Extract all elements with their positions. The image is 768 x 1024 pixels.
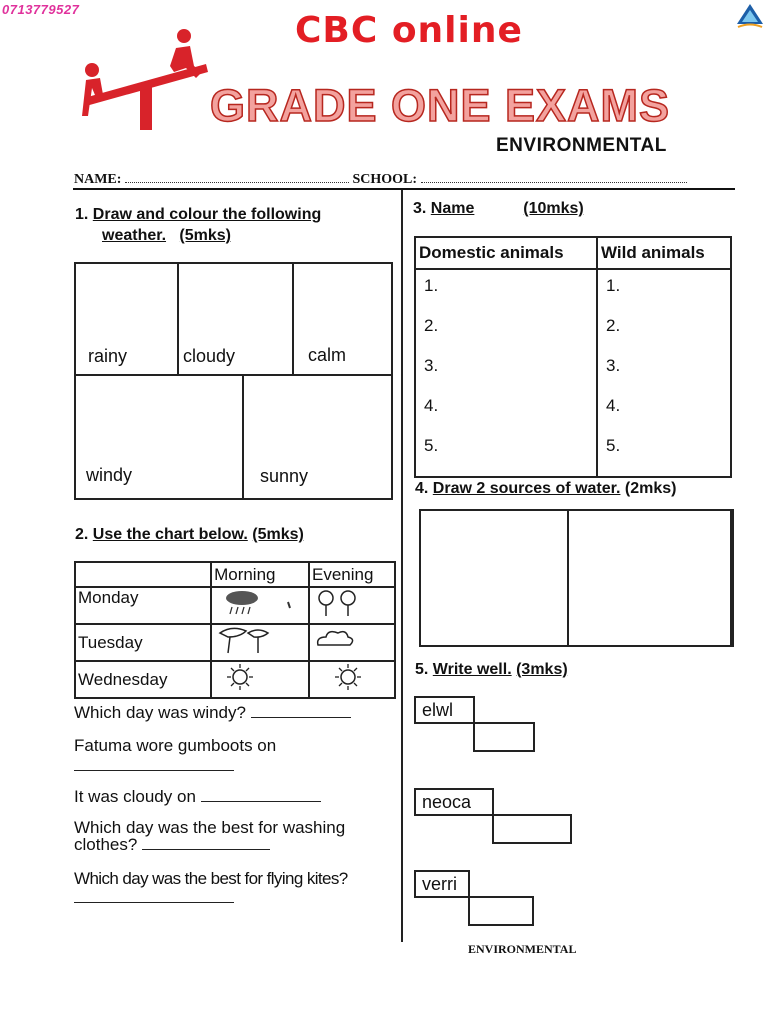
q5-marks: (3mks) — [516, 661, 568, 678]
q4-number: 4. — [415, 480, 429, 497]
q2-heading — [75, 526, 304, 544]
chart-day: Tuesday — [75, 624, 211, 661]
q1-number: 1. — [75, 206, 89, 223]
wild-header: Wild animals — [597, 237, 731, 269]
q2-question-5: Which day was the best for flying kites? — [74, 869, 348, 888]
windy-label: windy — [86, 465, 133, 485]
list-number: 1. — [606, 276, 621, 295]
answer-line[interactable] — [74, 902, 234, 903]
chart-day: Monday — [75, 587, 211, 624]
answer-line[interactable] — [201, 801, 321, 802]
name-label: NAME: — [74, 172, 122, 187]
scrambled-word: neoca — [414, 788, 494, 816]
cloudy-label: cloudy — [183, 346, 236, 366]
list-number: 5. — [424, 436, 439, 455]
list-number: 3. — [424, 356, 439, 375]
trees-icon — [309, 587, 395, 624]
brand-title: CBC online — [295, 10, 523, 51]
school-label: SCHOOL: — [352, 172, 418, 187]
domestic-header: Domestic animals — [415, 237, 597, 269]
q5-text: Write well. — [432, 661, 512, 678]
list-number: 2. — [424, 316, 439, 335]
weather-chart — [74, 561, 396, 699]
list-number: 5. — [606, 436, 621, 455]
domestic-list[interactable] — [415, 269, 597, 477]
list-number: 1. — [424, 276, 439, 295]
answer-box[interactable] — [473, 722, 535, 752]
windy-tree-icon — [211, 624, 309, 661]
answer-line[interactable] — [251, 717, 351, 718]
sunny-label: sunny — [260, 466, 309, 486]
q4-marks: (2mks) — [624, 480, 677, 497]
column-divider — [401, 190, 403, 942]
chart-col-evening: Evening — [309, 562, 395, 587]
wild-list[interactable] — [597, 269, 731, 477]
q2-question-4 — [74, 819, 394, 853]
cloud-icon — [309, 624, 395, 661]
calm-label: calm — [308, 345, 347, 365]
q2-text: Use the chart below. — [92, 526, 248, 543]
answer-line[interactable] — [74, 770, 234, 771]
q1-marks: (5mks) — [179, 227, 231, 244]
seesaw-children-icon — [78, 28, 210, 132]
name-field[interactable] — [125, 172, 349, 183]
q2-question-3 — [74, 787, 321, 807]
q2-question-1 — [74, 703, 351, 723]
animals-table — [414, 236, 732, 478]
school-field[interactable] — [421, 172, 687, 183]
chart-corner — [75, 562, 211, 587]
header-rule — [73, 188, 735, 190]
q3-text: Name — [430, 200, 475, 217]
q5-number: 5. — [415, 661, 429, 678]
q2-number: 2. — [75, 526, 89, 543]
list-number: 4. — [424, 396, 439, 415]
q4-drawing-area — [419, 509, 732, 647]
q3-number: 3. — [413, 200, 427, 217]
list-number: 4. — [606, 396, 621, 415]
q3-heading — [413, 200, 584, 218]
chart-col-morning: Morning — [211, 562, 309, 587]
q4-text: Draw 2 sources of water. — [432, 480, 621, 497]
phone-number: 0713779527 — [2, 2, 80, 17]
list-number: 3. — [606, 356, 621, 375]
scrambled-word: elwl — [414, 696, 475, 724]
question-text: It was cloudy on — [74, 787, 196, 806]
exam-title: GRADE ONE EXAMS — [210, 80, 671, 131]
rain-cloud-icon — [211, 587, 309, 624]
chart-row — [75, 661, 395, 698]
question-text: Which day was windy? — [74, 703, 246, 722]
student-info-line — [74, 172, 734, 188]
q2-question-2: Fatuma wore gumboots on — [74, 736, 277, 755]
answer-box[interactable] — [468, 896, 534, 926]
subject-heading: ENVIRONMENTAL — [496, 135, 667, 156]
q1-heading-line2 — [102, 227, 231, 245]
answer-box[interactable] — [492, 814, 572, 844]
sun-icon — [309, 661, 395, 698]
q4-heading — [415, 480, 676, 498]
chart-row — [75, 624, 395, 661]
water-source-box-2[interactable] — [567, 509, 734, 647]
list-number: 2. — [606, 316, 621, 335]
sun-icon — [211, 661, 309, 698]
q2-marks: (5mks) — [252, 526, 304, 543]
chart-day: Wednesday — [75, 661, 211, 698]
footer-subject: ENVIRONMENTAL — [468, 942, 577, 956]
q1-heading — [75, 206, 321, 224]
q5-heading — [415, 661, 568, 679]
chart-row — [75, 587, 395, 624]
q1-weather-grid — [74, 262, 393, 500]
rainy-label: rainy — [88, 346, 128, 366]
water-source-box-1[interactable] — [419, 509, 569, 647]
publisher-logo-icon — [735, 2, 765, 32]
q3-marks: (10mks) — [523, 200, 584, 217]
question-text: Which day was the best for washing clothes? — [74, 818, 346, 854]
q1-text-line2: weather. — [102, 227, 167, 244]
scrambled-word: verri — [414, 870, 470, 898]
answer-line[interactable] — [142, 849, 270, 850]
q1-text-line1: Draw and colour the following — [92, 206, 322, 223]
